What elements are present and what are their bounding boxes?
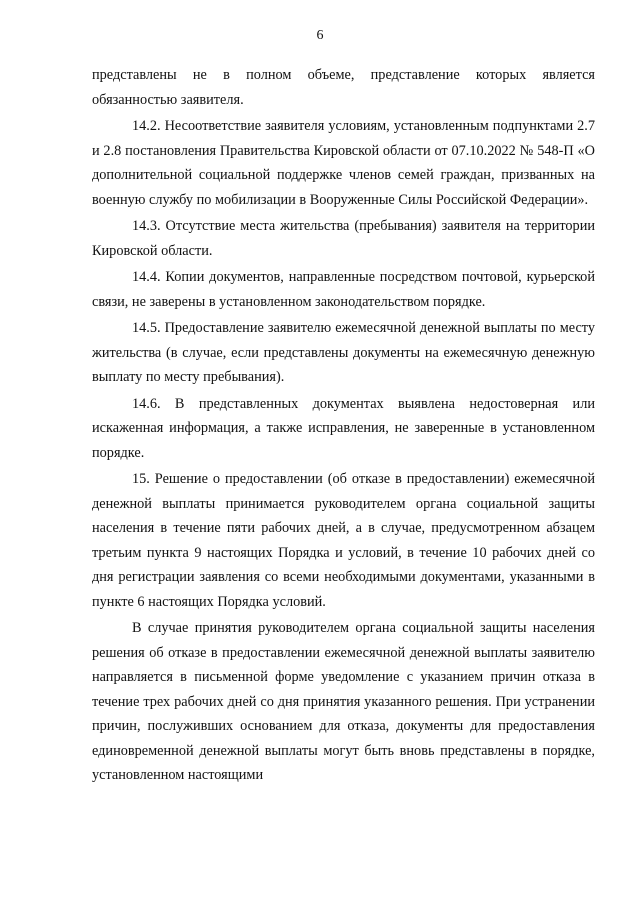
paragraph-14-3: 14.3. Отсутствие места жительства (пребывания) заявителя на территории Кировской области. [92, 218, 595, 259]
paragraph-continuation: представлены не в полном объеме, представление которых является обязанностью заявителя. [92, 67, 595, 108]
paragraph-14-4: 14.4. Копии документов, направленные посредством почтовой, курьерской связи, не заверены в установленном законодательством порядке. [92, 269, 595, 310]
paragraph-refusal-notice: В случае принятия руководителем органа социальной защиты населения решения об отказе в предоставлении ежемесячной денежной выплаты заявителю направляется в письменной форме уведомление с указанием причин отказа в течение трех рабочих дней со дня принятия указанного решения. При устранении причин, послуживших основанием для отказа, документы для предоставления единовременной денежной выплаты могут быть вновь представлены в порядке, установленном настоящими [92, 620, 595, 783]
paragraph-14-6: 14.6. В представленных документах выявлена недостоверная или искаженная информация, а также исправления, не заверенные в установленном порядке. [92, 395, 595, 461]
paragraph-14-5: 14.5. Предоставление заявителю ежемесячной денежной выплаты по месту жительства (в случае, если представлены документы на ежемесячную денежную выплату по месту пребывания). [92, 320, 595, 385]
paragraph-15: 15. Решение о предоставлении (об отказе в предоставлении) ежемесячной денежной выплаты принимается руководителем органа социальной защиты населения в течение пяти рабочих дней, а в случае, предусмотренном абзацем третьим пункта 9 настоящих Порядка и условий, в течение 10 рабочих дней со дня регистрации заявления со всеми необходимыми документами, указанными в пункте 6 настоящих Порядка условий. [92, 471, 595, 610]
page-number: 6 [316, 28, 324, 43]
paragraph-14-2: 14.2. Несоответствие заявителя условиям, установленным подпунктами 2.7 и 2.8 постановления Правительства Кировской области от 07.10.2022 № 548-П «О дополнительной социальной поддержке членов семей граждан, призванных на военную службу по мобилизации в Вооруженные Силы Российской Федерации». [92, 118, 595, 208]
document-body [92, 63, 595, 788]
